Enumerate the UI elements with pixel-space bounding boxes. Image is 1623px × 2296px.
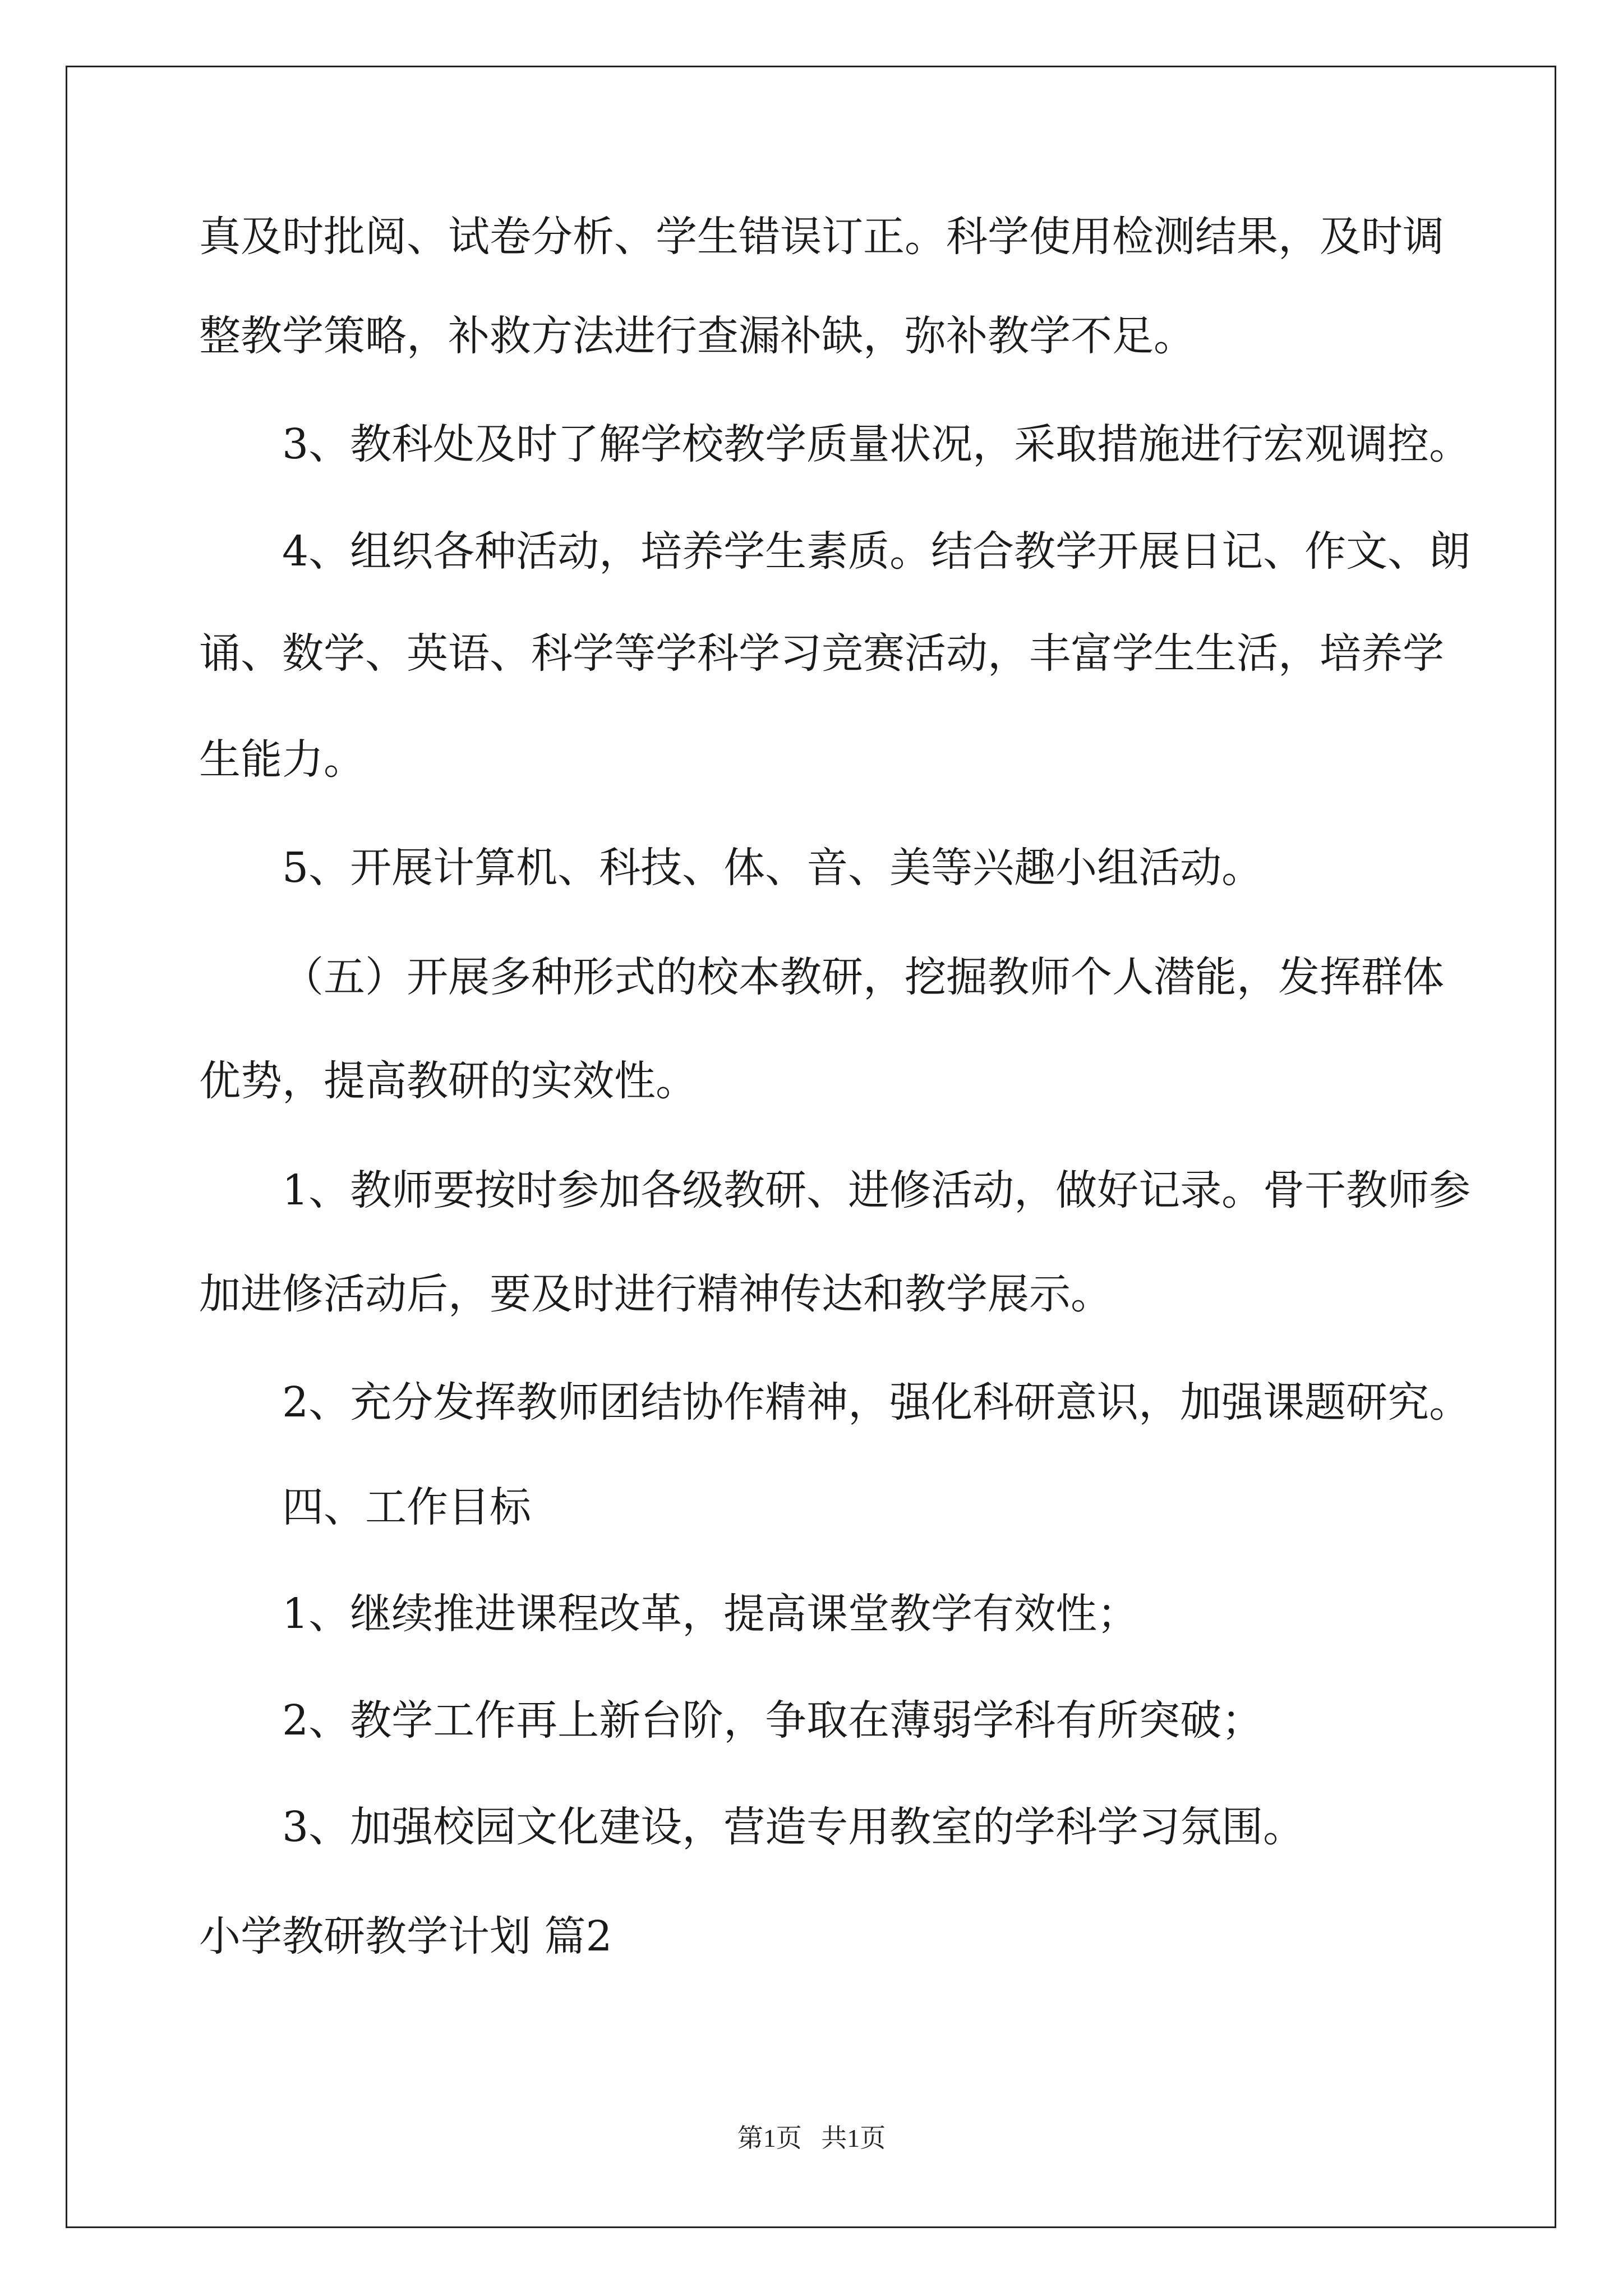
body-line-11: 加进修活动后，要及时进行精神传达和教学展示。 [199,1270,1112,1318]
list-item-3: 3、教科处及时了解学校教学质量状况，采取措施进行宏观调控。 [282,420,1471,468]
body-line-1: 真及时批阅、试卷分析、学生错误订正。科学使用检测结果，及时调 [199,213,1444,261]
section-heading-4: 四、工作目标 [282,1483,531,1531]
page-footer: 第1页 共1页 [737,2124,886,2152]
goal-item-1: 1、继续推进课程改革，提高课堂教学有效性； [282,1590,1139,1638]
body-line-5: 诵、数学、英语、科学等学科学习竞赛活动，丰富学生生活，培养学 [199,629,1444,678]
page-border [66,66,1556,2228]
list-item-4: 4、组织各种活动，培养学生素质。结合教学开展日记、作文、朗 [282,527,1471,576]
list-item-2: 2、充分发挥教师团结协作精神，强化科研意识，加强课题研究。 [282,1378,1471,1427]
section-heading-5: （五）开展多种形式的校本教研，挖掘教师个人潜能，发挥群体 [282,953,1444,1001]
goal-item-2: 2、教学工作再上新台阶，争取在薄弱学科有所突破； [282,1696,1264,1745]
body-line-9: 优势，提高教研的实效性。 [199,1057,697,1105]
list-item-1: 1、教师要按时参加各级教研、进修活动，做好记录。骨干教师参 [282,1166,1471,1214]
body-line-2: 整教学策略，补救方法进行查漏补缺，弥补教学不足。 [199,312,1195,360]
goal-item-3: 3、加强校园文化建设，营造专用教室的学科学习氛围。 [282,1803,1305,1851]
article-title: 小学教研教学计划 篇2 [199,1912,612,1961]
body-line-6: 生能力。 [199,735,365,784]
list-item-5: 5、开展计算机、科技、体、音、美等兴趣小组活动。 [282,844,1264,892]
